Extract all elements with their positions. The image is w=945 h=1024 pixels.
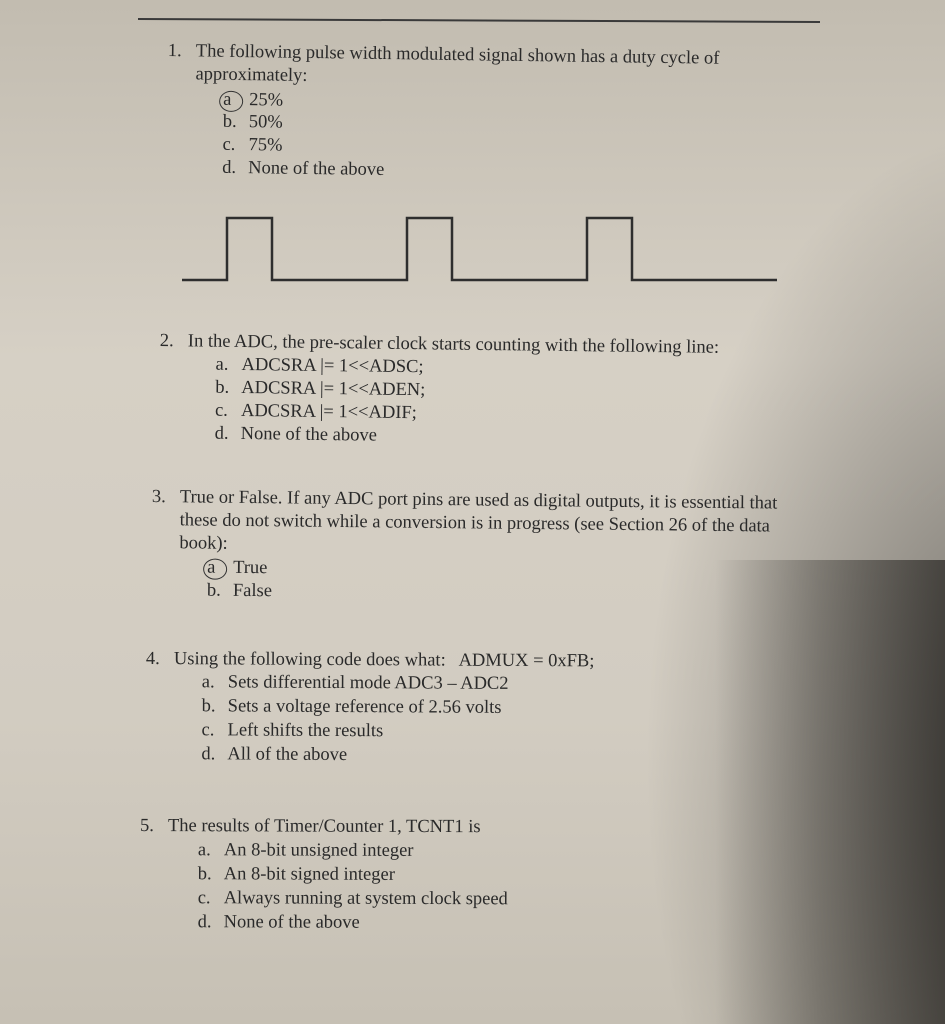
option-a[interactable] — [207, 557, 268, 581]
option-c[interactable] — [198, 887, 508, 911]
option-letter: b. — [201, 696, 216, 717]
option-text: 50% — [248, 112, 283, 133]
question-text: The results of Timer/Counter 1, TCNT1 is — [167, 816, 481, 838]
option-letter: d. — [222, 157, 237, 178]
option-text: All of the above — [227, 744, 348, 766]
option-c[interactable] — [215, 400, 417, 425]
option-text: ADCSRA |= 1<<ADEN; — [241, 377, 426, 401]
option-letter: a — [207, 557, 216, 578]
question-number: 3. — [151, 486, 166, 508]
pwm-signal-figure — [182, 210, 782, 290]
option-text: False — [232, 580, 273, 602]
option-b[interactable] — [215, 377, 425, 403]
option-text: ADCSRA |= 1<<ADIF; — [240, 400, 417, 424]
pwm-waveform — [182, 218, 777, 280]
option-c[interactable] — [202, 719, 384, 743]
option-text: Always running at system clock speed — [223, 888, 508, 910]
option-a[interactable] — [198, 839, 414, 863]
option-letter: a. — [197, 840, 211, 861]
option-text: Left shifts the results — [227, 720, 384, 742]
option-letter: b. — [215, 377, 230, 398]
option-letter: b. — [222, 111, 237, 132]
option-text: None of the above — [248, 158, 385, 181]
option-text: ADCSRA |= 1<<ADSC; — [241, 355, 424, 378]
option-text: An 8-bit signed integer — [223, 864, 395, 885]
question-number: 1. — [167, 40, 182, 62]
option-text: 75% — [248, 135, 283, 156]
option-text: An 8-bit unsigned integer — [223, 840, 414, 861]
option-letter: a. — [215, 354, 229, 375]
circle-mark-icon — [203, 559, 227, 580]
option-letter: d. — [197, 912, 212, 933]
option-letter: a — [223, 89, 232, 110]
option-letter: c. — [222, 134, 236, 155]
option-text: Sets differential mode ADC3 – ADC2 — [227, 672, 509, 694]
option-text: 25% — [249, 90, 284, 111]
option-a[interactable] — [202, 671, 509, 696]
question-text: True or False. If any ADC port pins are used as digital outputs, it is essential that these do not switch while a conversion is in progress (see Section 26 of the data book): — [179, 487, 778, 554]
option-letter: b. — [206, 580, 221, 601]
option-b[interactable] — [223, 111, 283, 135]
option-b[interactable] — [202, 695, 502, 720]
option-b[interactable] — [207, 580, 272, 604]
option-d[interactable] — [222, 157, 384, 182]
question-text: Using the following code does what: ADMUX = 0xFB; — [173, 649, 595, 672]
top-rule — [138, 18, 820, 23]
option-c[interactable] — [222, 134, 282, 158]
option-d[interactable] — [215, 423, 377, 448]
option-d[interactable] — [201, 743, 347, 767]
circle-mark-icon — [219, 91, 243, 112]
option-text: Sets a voltage reference of 2.56 volts — [227, 696, 502, 718]
question-number: 2. — [159, 330, 174, 352]
photo-shadow — [715, 560, 945, 1024]
option-text: None of the above — [223, 912, 360, 933]
option-a[interactable] — [215, 354, 423, 380]
option-letter: d. — [214, 423, 229, 444]
option-letter: a. — [201, 672, 215, 693]
question-number: 4. — [145, 649, 160, 670]
option-a[interactable] — [223, 89, 283, 113]
option-letter: d. — [201, 744, 216, 765]
option-letter: c. — [201, 720, 215, 741]
option-d[interactable] — [198, 911, 360, 935]
option-letter: c. — [214, 400, 228, 421]
option-text: True — [233, 557, 268, 579]
question-text: In the ADC, the pre-scaler clock starts counting with the following line: — [187, 331, 720, 358]
option-b[interactable] — [198, 863, 395, 887]
option-letter: b. — [197, 864, 212, 885]
question-text: The following pulse width modulated signal shown has a duty cycle of approximately: — [195, 41, 720, 86]
option-text: None of the above — [240, 423, 377, 446]
option-letter: c. — [197, 888, 211, 909]
question-number: 5. — [139, 816, 154, 837]
